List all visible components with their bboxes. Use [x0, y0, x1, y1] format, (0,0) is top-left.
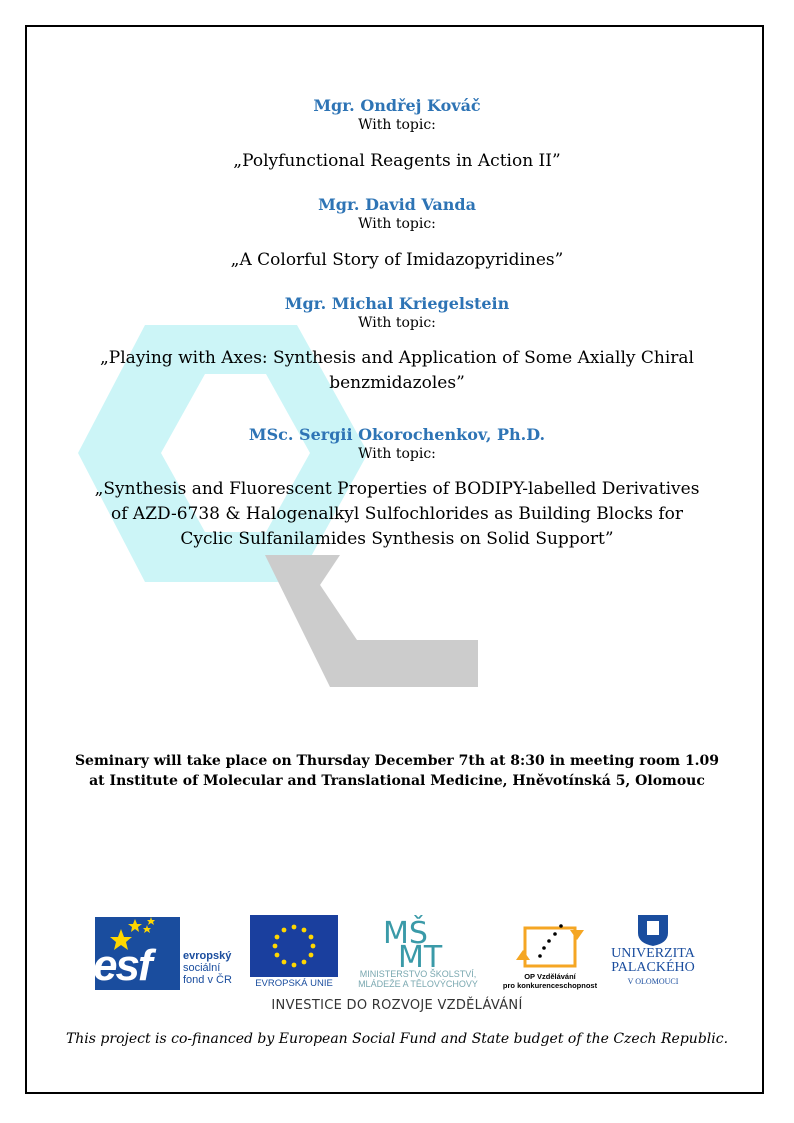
logo-strip: [0, 910, 794, 1010]
topic-title: „Playing with Axes: Synthesis and Application of Some Axially Chiral benzmidazoles”: [100, 348, 694, 393]
funding-note: This project is co-financed by European Social Fund and State budget of the Czech Republic.: [65, 1031, 729, 1047]
up-line: PALACKÉHO: [611, 960, 695, 975]
up-line: UNIVERZITA: [611, 946, 695, 961]
speaker-name: MSc. Sergii Okorochenkov, Ph.D.: [248, 425, 546, 444]
seminar-line: at Institute of Molecular and Translational Medicine, Hněvotínská 5, Olomouc: [89, 773, 705, 789]
up-logo: [603, 913, 703, 991]
svg-text:MŠ: MŠ: [383, 916, 428, 951]
eu-flag-logo: [250, 915, 338, 990]
op-line: OP Vzdělávání: [524, 972, 576, 981]
with-topic-label: With topic:: [358, 216, 436, 232]
msmt-line: MINISTERSTVO ŠKOLSTVÍ,: [359, 969, 477, 979]
esf-line: evropský: [183, 950, 232, 962]
op-line: pro konkurenceschopnost: [502, 981, 598, 990]
up-line: V OLOMOUCI: [627, 977, 679, 986]
topic-title: „Synthesis and Fluorescent Properties of BODIPY-labelled Derivatives of AZD-6738 & Halogenalkyl Sulfochlorides as Building Blocks for Cyclic Sulfanilamides Synthesis on Solid Support”: [94, 479, 700, 549]
topic-title: „A Colorful Story of Imidazopyridines”: [230, 250, 564, 270]
speaker-name: Mgr. David Vanda: [318, 195, 476, 214]
esf-line: sociální: [183, 962, 221, 974]
with-topic-label: With topic:: [358, 315, 436, 331]
esf-line: fond v ČR: [183, 974, 232, 986]
investice-label: INVESTICE DO ROZVOJE VZDĚLÁVÁNÍ: [271, 998, 523, 1013]
svg-text:MT: MT: [398, 940, 443, 969]
esf-wordmark: esf: [93, 941, 151, 990]
with-topic-label: With topic:: [358, 117, 436, 133]
with-topic-label: With topic:: [358, 446, 436, 462]
speaker-name: Mgr. Ondřej Kováč: [313, 96, 481, 115]
eu-label: EVROPSKÁ UNIE: [250, 978, 338, 989]
seminar-line: Seminary will take place on Thursday December 7th at 8:30 in meeting room 1.09: [74, 753, 720, 769]
op-logo: [500, 914, 600, 992]
speaker-name: Mgr. Michal Kriegelstein: [284, 294, 510, 313]
esf-logo: [95, 915, 245, 990]
topic-title: „Polyfunctional Reagents in Action II”: [233, 151, 561, 171]
msmt-logo: [343, 913, 493, 991]
msmt-line: MLÁDEŽE A TĚLOVÝCHOVY: [358, 979, 478, 989]
